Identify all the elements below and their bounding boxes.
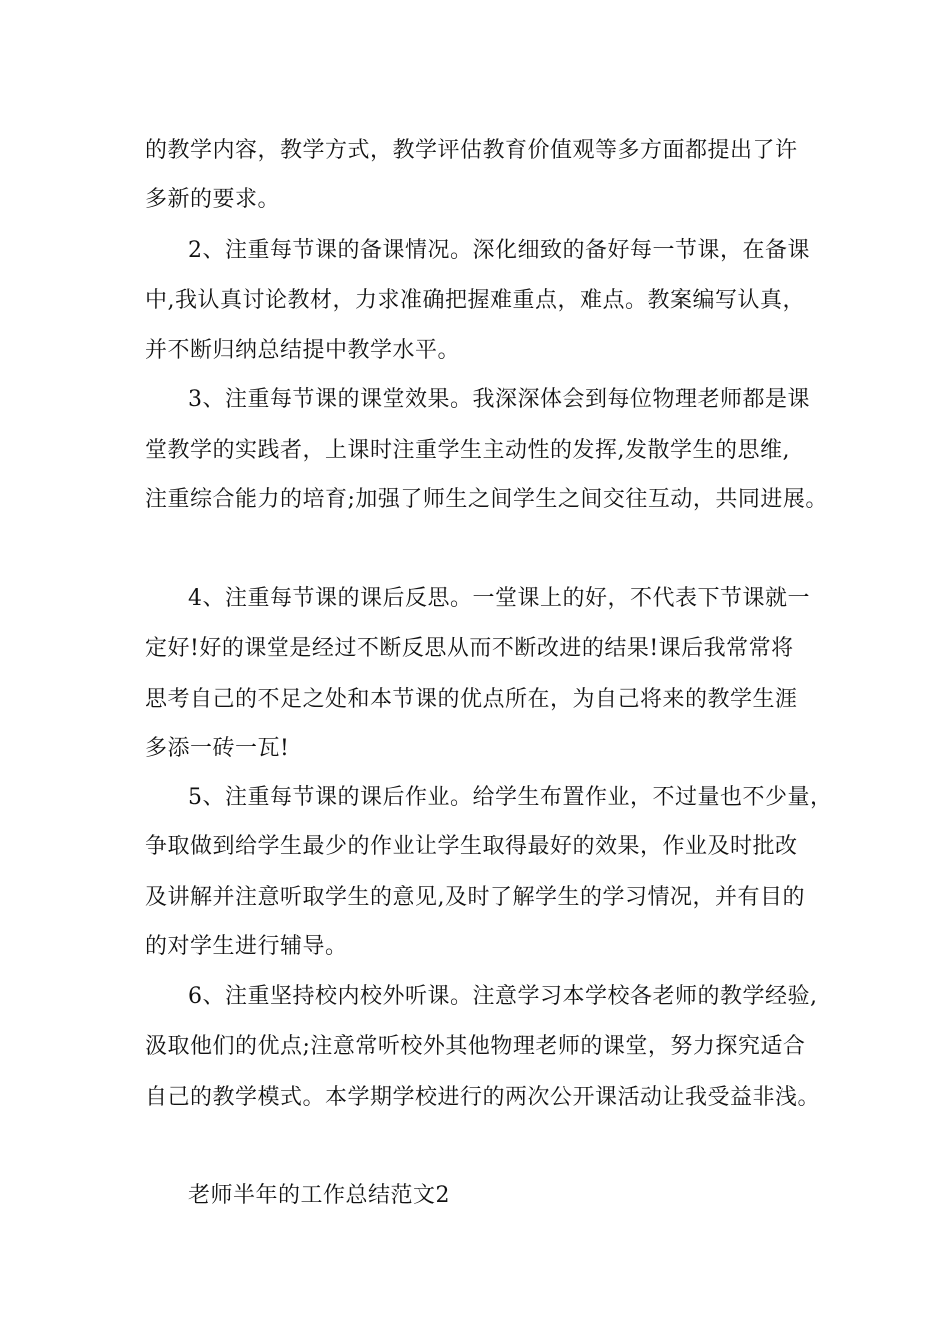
text-line: 自己的教学模式。本学期学校进行的两次公开课活动让我受益非浅。: [145, 1085, 821, 1110]
text-line: 汲取他们的优点;注意常听校外其他物理老师的课堂，努力探究适合: [145, 1034, 806, 1059]
text-line: 及讲解并注意听取学生的意见,及时了解学生的学习情况，并有目的: [145, 885, 805, 910]
text-line: 并不断归纳总结提中教学水平。: [145, 338, 461, 363]
paragraph-start-3: 3、注重每节课的课堂效果。我深深体会到每位物理老师都是课: [188, 387, 810, 412]
paragraph-start-6: 6、注重坚持校内校外听课。注意学习本学校各老师的教学经验,: [188, 984, 818, 1009]
paragraph-start-4: 4、注重每节课的课后反思。一堂课上的好，不代表下节课就一: [188, 586, 810, 611]
section-heading: 老师半年的工作总结范文2: [188, 1183, 450, 1208]
text-line: 多添一砖一瓦!: [145, 736, 290, 761]
paragraph-start-2: 2、注重每节课的备课情况。深化细致的备好每一节课，在备课: [188, 238, 810, 263]
paragraph-start-5: 5、注重每节课的课后作业。给学生布置作业，不过量也不少量，: [188, 785, 833, 810]
text-line: 的对学生进行辅导。: [145, 934, 348, 959]
text-line: 多新的要求。: [145, 187, 281, 212]
text-line: 的教学内容，教学方式，教学评估教育价值观等多方面都提出了许: [145, 138, 798, 163]
text-line: 争取做到给学生最少的作业让学生取得最好的效果，作业及时批改: [145, 834, 798, 859]
text-line: 注重综合能力的培育;加强了师生之间学生之间交往互动，共同进展。: [145, 487, 828, 512]
text-line: 堂教学的实践者，上课时注重学生主动性的发挥,发散学生的思维,: [145, 438, 790, 463]
text-line: 思考自己的不足之处和本节课的优点所在，为自己将来的教学生涯: [145, 687, 798, 712]
text-line: 中,我认真讨论教材，力求准确把握难重点，难点。教案编写认真，: [145, 288, 805, 313]
text-line: 定好!好的课堂是经过不断反思从而不断改进的结果!课后我常常将: [145, 636, 794, 661]
